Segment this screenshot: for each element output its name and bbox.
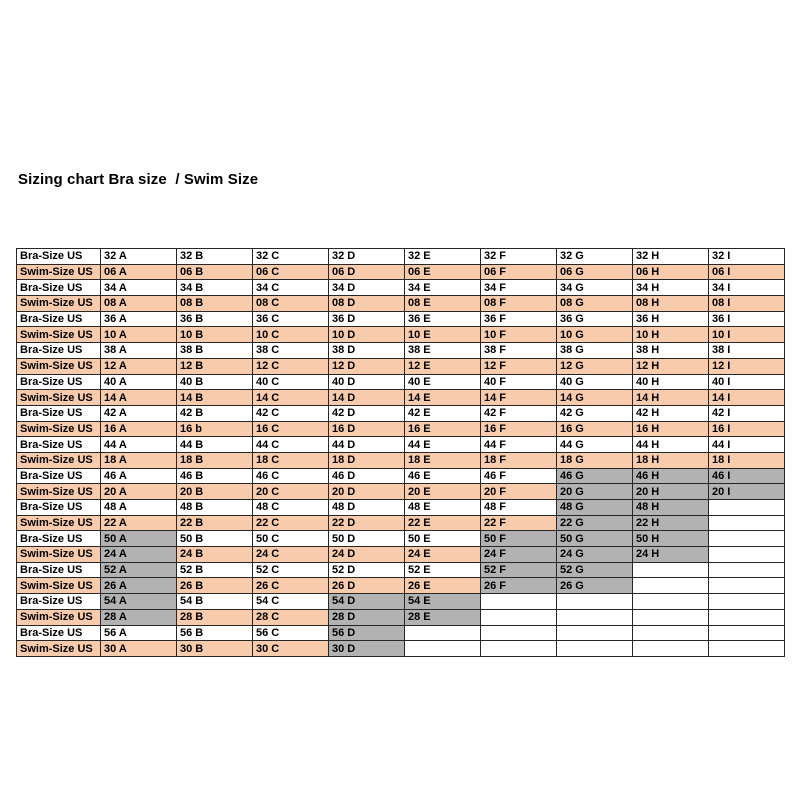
- size-cell: 10 H: [633, 327, 709, 343]
- size-cell: 16 E: [405, 421, 481, 437]
- size-cell: 24 D: [329, 547, 405, 563]
- size-cell: 52 B: [177, 562, 253, 578]
- size-cell: 10 E: [405, 327, 481, 343]
- size-cell: 36 B: [177, 311, 253, 327]
- size-cell: 20 B: [177, 484, 253, 500]
- size-cell: 12 G: [557, 358, 633, 374]
- size-cell: 52 E: [405, 562, 481, 578]
- size-cell: 38 G: [557, 343, 633, 359]
- size-cell: 14 G: [557, 390, 633, 406]
- size-cell-unavailable: 54 E: [405, 594, 481, 610]
- size-cell: 18 D: [329, 452, 405, 468]
- size-cell: 34 E: [405, 280, 481, 296]
- size-cell: 20 C: [253, 484, 329, 500]
- size-cell: 38 E: [405, 343, 481, 359]
- size-cell: 22 B: [177, 515, 253, 531]
- size-cell: 36 A: [101, 311, 177, 327]
- size-cell: 38 C: [253, 343, 329, 359]
- size-cell-unavailable: 46 I: [709, 468, 785, 484]
- size-cell-unavailable: 26 F: [481, 578, 557, 594]
- empty-cell: [633, 594, 709, 610]
- size-cell: 34 B: [177, 280, 253, 296]
- sizing-table: [16, 248, 785, 657]
- row-label: Swim-Size US: [17, 421, 101, 437]
- row-label: Swim-Size US: [17, 296, 101, 312]
- swim-size-row: [17, 452, 785, 468]
- size-cell: 16 A: [101, 421, 177, 437]
- empty-cell: [709, 547, 785, 563]
- size-cell: 40 B: [177, 374, 253, 390]
- size-cell: 54 B: [177, 594, 253, 610]
- size-cell: 42 D: [329, 405, 405, 421]
- row-label: Bra-Size US: [17, 437, 101, 453]
- bra-size-row: [17, 343, 785, 359]
- row-label: Swim-Size US: [17, 452, 101, 468]
- size-cell: 14 B: [177, 390, 253, 406]
- size-cell-unavailable: 54 A: [101, 594, 177, 610]
- size-cell-unavailable: 22 H: [633, 515, 709, 531]
- empty-cell: [709, 609, 785, 625]
- size-cell: 32 A: [101, 249, 177, 265]
- sizing-table-body: [17, 249, 785, 657]
- swim-size-row: [17, 515, 785, 531]
- size-cell-unavailable: 20 H: [633, 484, 709, 500]
- size-cell: 38 H: [633, 343, 709, 359]
- bra-size-row: [17, 625, 785, 641]
- bra-size-row: [17, 437, 785, 453]
- size-cell: 34 C: [253, 280, 329, 296]
- bra-size-row: [17, 374, 785, 390]
- size-cell: 48 D: [329, 500, 405, 516]
- size-cell: 40 C: [253, 374, 329, 390]
- size-cell: 16 b: [177, 421, 253, 437]
- size-cell: 18 H: [633, 452, 709, 468]
- size-cell: 50 C: [253, 531, 329, 547]
- swim-size-row: [17, 296, 785, 312]
- size-cell: 44 E: [405, 437, 481, 453]
- size-cell: 26 D: [329, 578, 405, 594]
- size-cell: 08 A: [101, 296, 177, 312]
- size-cell: 50 B: [177, 531, 253, 547]
- row-label: Bra-Size US: [17, 249, 101, 265]
- size-cell: 32 C: [253, 249, 329, 265]
- size-cell: 46 A: [101, 468, 177, 484]
- row-label: Bra-Size US: [17, 280, 101, 296]
- size-cell: 06 D: [329, 264, 405, 280]
- size-cell: 10 B: [177, 327, 253, 343]
- size-cell-unavailable: 30 D: [329, 641, 405, 657]
- size-cell-unavailable: 24 A: [101, 547, 177, 563]
- size-cell: 56 B: [177, 625, 253, 641]
- size-cell: 34 F: [481, 280, 557, 296]
- row-label: Swim-Size US: [17, 641, 101, 657]
- size-cell: 40 D: [329, 374, 405, 390]
- size-cell: 24 C: [253, 547, 329, 563]
- empty-cell: [481, 625, 557, 641]
- size-cell: 34 H: [633, 280, 709, 296]
- size-cell: 56 C: [253, 625, 329, 641]
- size-cell: 32 D: [329, 249, 405, 265]
- size-cell: 30 B: [177, 641, 253, 657]
- size-cell: 16 C: [253, 421, 329, 437]
- size-cell: 18 E: [405, 452, 481, 468]
- size-cell-unavailable: 56 D: [329, 625, 405, 641]
- empty-cell: [557, 625, 633, 641]
- size-cell: 40 G: [557, 374, 633, 390]
- size-cell: 06 I: [709, 264, 785, 280]
- size-cell: 44 I: [709, 437, 785, 453]
- size-cell: 12 C: [253, 358, 329, 374]
- size-cell-unavailable: 28 A: [101, 609, 177, 625]
- row-label: Bra-Size US: [17, 405, 101, 421]
- page-title: Sizing chart Bra size / Swim Size: [18, 171, 259, 188]
- size-cell: 14 A: [101, 390, 177, 406]
- size-cell: 42 G: [557, 405, 633, 421]
- size-cell: 34 G: [557, 280, 633, 296]
- row-label: Bra-Size US: [17, 594, 101, 610]
- size-cell: 24 E: [405, 547, 481, 563]
- size-cell: 26 B: [177, 578, 253, 594]
- size-cell: 14 F: [481, 390, 557, 406]
- size-cell: 42 E: [405, 405, 481, 421]
- empty-cell: [709, 531, 785, 547]
- size-cell: 10 C: [253, 327, 329, 343]
- size-cell: 40 I: [709, 374, 785, 390]
- empty-cell: [633, 625, 709, 641]
- size-cell: 12 D: [329, 358, 405, 374]
- row-label: Swim-Size US: [17, 578, 101, 594]
- bra-size-row: [17, 280, 785, 296]
- size-cell-unavailable: 46 G: [557, 468, 633, 484]
- empty-cell: [709, 594, 785, 610]
- size-cell: 36 G: [557, 311, 633, 327]
- size-cell-unavailable: 20 I: [709, 484, 785, 500]
- size-cell-unavailable: 28 D: [329, 609, 405, 625]
- size-cell: 28 B: [177, 609, 253, 625]
- size-cell: 06 G: [557, 264, 633, 280]
- size-cell-unavailable: 24 G: [557, 547, 633, 563]
- row-label: Bra-Size US: [17, 311, 101, 327]
- size-cell: 12 F: [481, 358, 557, 374]
- bra-size-row: [17, 249, 785, 265]
- size-cell: 48 C: [253, 500, 329, 516]
- size-cell: 50 D: [329, 531, 405, 547]
- size-cell: 26 C: [253, 578, 329, 594]
- size-cell: 46 D: [329, 468, 405, 484]
- size-cell: 32 G: [557, 249, 633, 265]
- row-label: Swim-Size US: [17, 515, 101, 531]
- size-cell: 08 I: [709, 296, 785, 312]
- size-cell: 46 C: [253, 468, 329, 484]
- size-cell: 42 H: [633, 405, 709, 421]
- size-cell: 36 C: [253, 311, 329, 327]
- row-label: Swim-Size US: [17, 609, 101, 625]
- row-label: Bra-Size US: [17, 500, 101, 516]
- size-cell: 14 C: [253, 390, 329, 406]
- bra-size-row: [17, 405, 785, 421]
- size-cell: 44 A: [101, 437, 177, 453]
- swim-size-row: [17, 327, 785, 343]
- size-cell: 38 D: [329, 343, 405, 359]
- empty-cell: [481, 609, 557, 625]
- size-cell: 44 F: [481, 437, 557, 453]
- size-cell: 36 E: [405, 311, 481, 327]
- size-cell: 14 D: [329, 390, 405, 406]
- size-cell: 34 I: [709, 280, 785, 296]
- size-cell-unavailable: 52 G: [557, 562, 633, 578]
- size-cell: 08 E: [405, 296, 481, 312]
- bra-size-row: [17, 562, 785, 578]
- empty-cell: [405, 625, 481, 641]
- row-label: Bra-Size US: [17, 343, 101, 359]
- size-cell: 52 D: [329, 562, 405, 578]
- empty-cell: [481, 641, 557, 657]
- size-cell: 42 A: [101, 405, 177, 421]
- empty-cell: [633, 641, 709, 657]
- size-cell: 40 E: [405, 374, 481, 390]
- size-cell: 14 I: [709, 390, 785, 406]
- size-cell: 32 I: [709, 249, 785, 265]
- swim-size-row: [17, 264, 785, 280]
- size-cell-unavailable: 48 H: [633, 500, 709, 516]
- size-cell: 08 B: [177, 296, 253, 312]
- size-cell: 18 I: [709, 452, 785, 468]
- row-label: Swim-Size US: [17, 327, 101, 343]
- swim-size-row: [17, 421, 785, 437]
- size-cell: 22 E: [405, 515, 481, 531]
- row-label: Swim-Size US: [17, 358, 101, 374]
- row-label: Bra-Size US: [17, 562, 101, 578]
- size-cell: 30 A: [101, 641, 177, 657]
- size-cell: 22 C: [253, 515, 329, 531]
- size-cell: 36 H: [633, 311, 709, 327]
- size-cell: 18 C: [253, 452, 329, 468]
- swim-size-row: [17, 641, 785, 657]
- size-cell: 12 H: [633, 358, 709, 374]
- size-cell: 10 G: [557, 327, 633, 343]
- row-label: Bra-Size US: [17, 531, 101, 547]
- bra-size-row: [17, 500, 785, 516]
- size-cell: 42 I: [709, 405, 785, 421]
- empty-cell: [405, 641, 481, 657]
- empty-cell: [709, 578, 785, 594]
- empty-cell: [633, 562, 709, 578]
- size-cell: 16 H: [633, 421, 709, 437]
- size-cell-unavailable: 24 H: [633, 547, 709, 563]
- size-cell: 14 H: [633, 390, 709, 406]
- empty-cell: [557, 609, 633, 625]
- size-cell-unavailable: 46 H: [633, 468, 709, 484]
- size-cell: 12 A: [101, 358, 177, 374]
- size-cell-unavailable: 22 G: [557, 515, 633, 531]
- size-cell: 14 E: [405, 390, 481, 406]
- size-cell: 18 B: [177, 452, 253, 468]
- row-label: Bra-Size US: [17, 374, 101, 390]
- size-cell-unavailable: 50 G: [557, 531, 633, 547]
- empty-cell: [633, 578, 709, 594]
- size-cell: 20 A: [101, 484, 177, 500]
- size-cell: 32 B: [177, 249, 253, 265]
- size-cell: 18 A: [101, 452, 177, 468]
- empty-cell: [709, 562, 785, 578]
- swim-size-row: [17, 609, 785, 625]
- empty-cell: [557, 641, 633, 657]
- size-cell: 48 E: [405, 500, 481, 516]
- size-cell: 08 F: [481, 296, 557, 312]
- size-cell: 44 G: [557, 437, 633, 453]
- size-cell: 20 F: [481, 484, 557, 500]
- size-cell: 36 I: [709, 311, 785, 327]
- size-cell: 12 B: [177, 358, 253, 374]
- size-cell: 48 F: [481, 500, 557, 516]
- empty-cell: [709, 625, 785, 641]
- size-cell: 48 B: [177, 500, 253, 516]
- size-cell: 12 E: [405, 358, 481, 374]
- size-cell: 28 C: [253, 609, 329, 625]
- size-cell-unavailable: 52 F: [481, 562, 557, 578]
- size-cell: 46 E: [405, 468, 481, 484]
- size-cell: 44 D: [329, 437, 405, 453]
- size-cell: 06 H: [633, 264, 709, 280]
- row-label: Swim-Size US: [17, 264, 101, 280]
- size-cell: 54 C: [253, 594, 329, 610]
- row-label: Swim-Size US: [17, 390, 101, 406]
- size-cell: 38 I: [709, 343, 785, 359]
- swim-size-row: [17, 484, 785, 500]
- size-cell-unavailable: 50 A: [101, 531, 177, 547]
- size-cell: 10 D: [329, 327, 405, 343]
- size-cell: 36 D: [329, 311, 405, 327]
- empty-cell: [633, 609, 709, 625]
- size-cell: 06 E: [405, 264, 481, 280]
- size-cell: 46 B: [177, 468, 253, 484]
- size-cell: 08 D: [329, 296, 405, 312]
- size-cell: 48 A: [101, 500, 177, 516]
- row-label: Swim-Size US: [17, 547, 101, 563]
- size-cell: 38 A: [101, 343, 177, 359]
- size-cell: 08 H: [633, 296, 709, 312]
- size-cell: 56 A: [101, 625, 177, 641]
- size-cell-unavailable: 26 G: [557, 578, 633, 594]
- size-cell: 18 G: [557, 452, 633, 468]
- bra-size-row: [17, 311, 785, 327]
- size-cell: 08 G: [557, 296, 633, 312]
- size-cell: 10 A: [101, 327, 177, 343]
- empty-cell: [709, 500, 785, 516]
- size-cell: 34 A: [101, 280, 177, 296]
- size-cell: 16 I: [709, 421, 785, 437]
- size-cell: 06 C: [253, 264, 329, 280]
- size-cell: 42 C: [253, 405, 329, 421]
- row-label: Swim-Size US: [17, 484, 101, 500]
- size-cell: 46 F: [481, 468, 557, 484]
- size-cell: 38 F: [481, 343, 557, 359]
- size-cell: 12 I: [709, 358, 785, 374]
- bra-size-row: [17, 594, 785, 610]
- size-cell-unavailable: 50 H: [633, 531, 709, 547]
- size-cell: 20 E: [405, 484, 481, 500]
- size-cell: 42 B: [177, 405, 253, 421]
- empty-cell: [481, 594, 557, 610]
- size-cell-unavailable: 52 A: [101, 562, 177, 578]
- size-cell-unavailable: 26 A: [101, 578, 177, 594]
- size-cell-unavailable: 20 G: [557, 484, 633, 500]
- bra-size-row: [17, 468, 785, 484]
- swim-size-row: [17, 547, 785, 563]
- size-cell: 34 D: [329, 280, 405, 296]
- size-cell: 10 I: [709, 327, 785, 343]
- size-cell-unavailable: 48 G: [557, 500, 633, 516]
- size-cell: 26 E: [405, 578, 481, 594]
- size-cell: 42 F: [481, 405, 557, 421]
- size-cell: 20 D: [329, 484, 405, 500]
- size-cell: 50 E: [405, 531, 481, 547]
- size-cell: 06 B: [177, 264, 253, 280]
- size-cell: 06 F: [481, 264, 557, 280]
- size-cell: 32 H: [633, 249, 709, 265]
- size-cell-unavailable: 28 E: [405, 609, 481, 625]
- size-cell: 52 C: [253, 562, 329, 578]
- size-cell: 40 A: [101, 374, 177, 390]
- size-cell: 16 G: [557, 421, 633, 437]
- row-label: Bra-Size US: [17, 468, 101, 484]
- size-cell: 06 A: [101, 264, 177, 280]
- size-cell: 32 F: [481, 249, 557, 265]
- size-cell: 44 C: [253, 437, 329, 453]
- size-cell-unavailable: 54 D: [329, 594, 405, 610]
- size-cell: 40 H: [633, 374, 709, 390]
- swim-size-row: [17, 390, 785, 406]
- size-cell: 32 E: [405, 249, 481, 265]
- size-cell-unavailable: 50 F: [481, 531, 557, 547]
- size-cell: 44 H: [633, 437, 709, 453]
- size-cell: 16 D: [329, 421, 405, 437]
- size-cell: 18 F: [481, 452, 557, 468]
- size-cell: 44 B: [177, 437, 253, 453]
- empty-cell: [709, 515, 785, 531]
- size-cell-unavailable: 24 F: [481, 547, 557, 563]
- size-cell: 22 D: [329, 515, 405, 531]
- size-cell: 38 B: [177, 343, 253, 359]
- empty-cell: [557, 594, 633, 610]
- size-cell: 36 F: [481, 311, 557, 327]
- size-cell: 22 F: [481, 515, 557, 531]
- bra-size-row: [17, 531, 785, 547]
- size-cell: 22 A: [101, 515, 177, 531]
- size-cell: 40 F: [481, 374, 557, 390]
- size-cell: 10 F: [481, 327, 557, 343]
- size-cell: 16 F: [481, 421, 557, 437]
- size-cell: 08 C: [253, 296, 329, 312]
- row-label: Bra-Size US: [17, 625, 101, 641]
- size-cell: 30 C: [253, 641, 329, 657]
- empty-cell: [709, 641, 785, 657]
- swim-size-row: [17, 358, 785, 374]
- size-cell: 24 B: [177, 547, 253, 563]
- swim-size-row: [17, 578, 785, 594]
